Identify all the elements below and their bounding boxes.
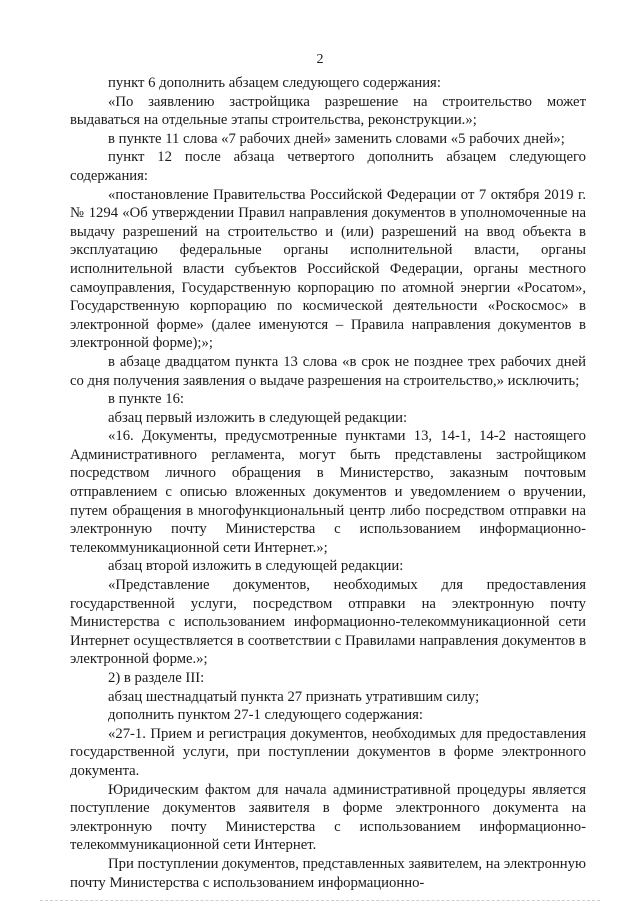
paragraph: абзац шестнадцатый пункта 27 признать утратившим силу; [108,688,480,705]
paragraph: «27-1. Прием и регистрация документов, необходимых для предоставления государственной услуги, при поступлении документов в форме электронного документа. [70,725,586,779]
paragraph: в пункте 11 слова «7 рабочих дней» заменить словами «5 рабочих дней»; [108,130,565,147]
paragraph: в абзаце двадцатом пункта 13 слова «в срок не позднее трех рабочих дней со дня получения заявления о выдаче разрешения на строительство,» исключить; [70,353,586,389]
paragraph: 2) в разделе III: [108,670,205,686]
paragraph: «постановление Правительства Российской Федерации от 7 октября 2019 г. № 1294 «Об утверждении Правил направления документов в уполномоченные на выдачу разрешений на строительство и (или) разрешений на ввод объекта в эксплуатацию федеральные органы исполнительной власти, органы исполнительной власти субъектов Российской Федерации, органы местного самоуправления, Государственную корпорацию по атомной энергии «Росатом», Государственную корпорацию по космической деятельности «Роскосмос» в электронной форме» (далее именуются – Правила направления документов в электронной форме);»; [70,186,586,352]
paragraph: При поступлении документов, представленных заявителем, на электронную почту Министерства с использованием информационно- [70,855,586,891]
paragraph: «Представление документов, необходимых для предоставления государственной услуги, посредством отправки на электронную почту Министерства с использованием информационно-телекоммуникационной сети Интернет осуществляется в соответствии с Правилами направления документов в электронной форме.»; [70,577,586,668]
paragraph: пункт 12 после абзаца четвертого дополнить абзацем следующего содержания: [70,149,586,184]
paragraph: в пункте 16: [108,391,184,408]
page-number: 2 [316,52,324,67]
document-body [70,74,586,892]
paragraph: Юридическим фактом для начала административной процедуры является поступление документов заявителя в форме электронного документа на электронную почту Министерства с использованием информационно-телекоммуникационной сети Интернет. [70,781,586,854]
paragraph: абзац первый изложить в следующей редакции: [108,409,408,426]
paragraph: «16. Документы, предусмотренные пунктами 13, 14-1, 14-2 настоящего Административного регламента, могут быть представлены застройщиком посредством личного обращения в Министерство, заказным почтовым отправлением с описью вложенных документов и уведомлением о вручении, путем обращения в многофункциональный центр либо посредством отправки на электронную почту Министерства с использованием информационно-телекоммуникационной сети Интернет.»; [70,428,586,556]
scan-edge-line [40,899,600,901]
paragraph: абзац второй изложить в следующей редакции: [108,558,404,575]
paragraph: пункт 6 дополнить абзацем следующего содержания: [108,75,441,91]
paragraph: «По заявлению застройщика разрешение на строительство может выдаваться на отдельные этапы строительства, реконструкции.»; [70,93,586,129]
paragraph: дополнить пунктом 27-1 следующего содержания: [108,707,423,724]
